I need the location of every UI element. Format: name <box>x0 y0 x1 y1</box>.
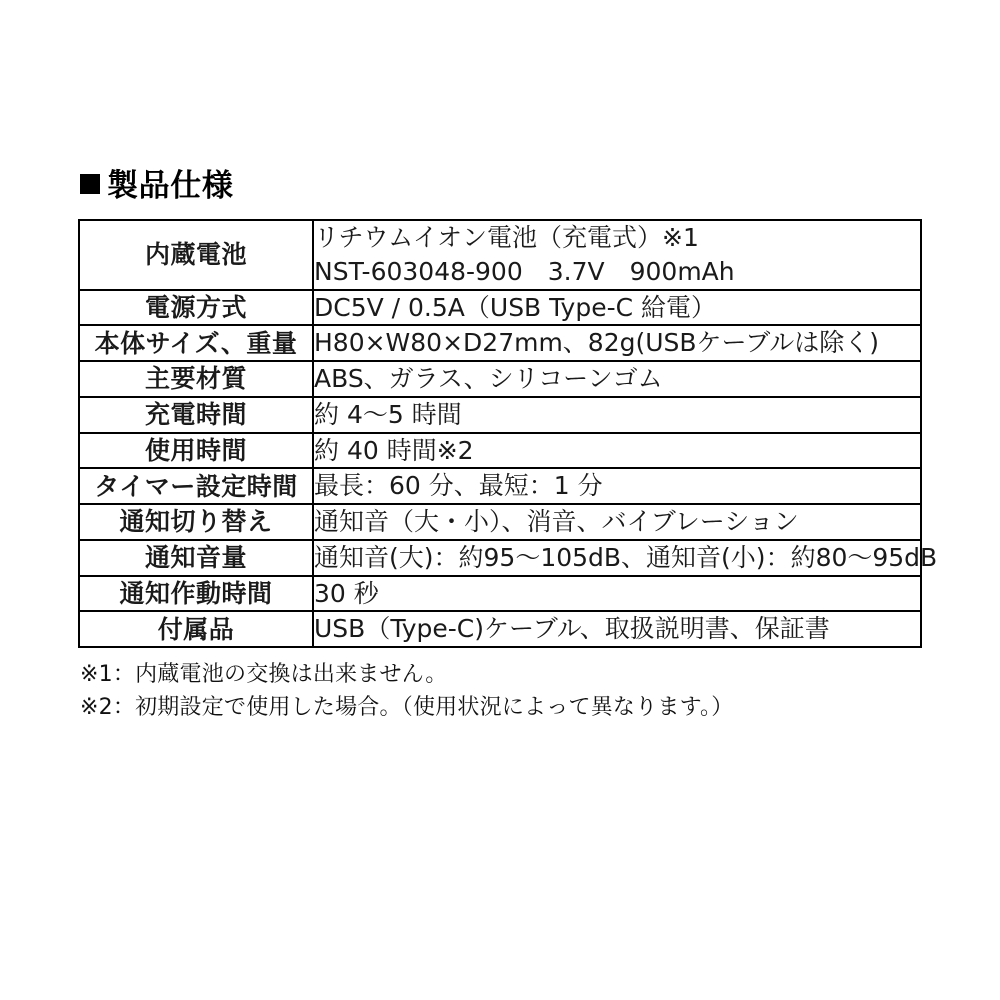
spec-value <box>313 220 921 290</box>
spec-value-line: 約 4〜5 時間 <box>314 399 462 429</box>
table-row <box>79 361 921 397</box>
spec-value <box>313 576 921 612</box>
spec-value-line: ABS、ガラス、シリコーンゴム <box>314 364 663 393</box>
spec-label: 主要材質 <box>79 361 313 397</box>
spec-label: 通知音量 <box>79 540 313 576</box>
table-row <box>79 397 921 433</box>
footnote-item: ※1：内蔵電池の交換は出来ません。 <box>80 662 448 687</box>
table-row <box>79 504 921 540</box>
table-row <box>79 468 921 504</box>
spec-value-line: NST-603048-900 3.7V 900mAh <box>314 256 735 286</box>
table-row <box>79 220 921 290</box>
spec-value <box>313 468 921 504</box>
table-row <box>79 325 921 361</box>
spec-value-line: 通知音(大)：約95〜105dB、通知音(小)：約80〜95dB <box>314 542 938 572</box>
spec-value-line: USB（Type-C)ケーブル、取扱説明書、保証書 <box>314 614 830 644</box>
spec-label: 付属品 <box>79 611 313 647</box>
spec-value <box>313 361 921 397</box>
spec-value-line: H80×W80×D27mm、82g(USBケーブルは除く) <box>314 328 880 358</box>
spec-label: タイマー設定時間 <box>79 468 313 504</box>
table-row <box>79 611 921 647</box>
spec-value <box>313 397 921 433</box>
spec-label: 使用時間 <box>79 433 313 469</box>
spec-value <box>313 504 921 540</box>
table-row <box>79 576 921 612</box>
spec-value-line: 約 40 時間※2 <box>314 435 474 465</box>
spec-value-line: 30 秒 <box>314 578 379 608</box>
spec-value <box>313 611 921 647</box>
page-title-text: 製品仕様 <box>107 168 234 204</box>
black-square-bullet-icon <box>80 174 100 194</box>
table-row <box>79 433 921 469</box>
spec-value-line: 通知音（大・小）、消音、バイブレーション <box>314 507 799 536</box>
product-spec-table <box>78 219 938 648</box>
spec-value <box>313 433 921 469</box>
spec-label: 通知作動時間 <box>79 576 313 612</box>
spec-value <box>313 325 921 361</box>
spec-label: 充電時間 <box>79 397 313 433</box>
spec-label: 通知切り替え <box>79 504 313 540</box>
spec-label: 内蔵電池 <box>79 220 313 290</box>
spec-value-line: リチウムイオン電池（充電式）※1 <box>314 223 699 252</box>
table-row <box>79 290 921 326</box>
footnotes <box>80 658 922 724</box>
spec-value <box>313 290 921 326</box>
page-title <box>80 160 922 205</box>
footnote-item: ※2：初期設定で使用した場合。（使用状況によって異なります。） <box>80 695 734 720</box>
spec-value-line: DC5V / 0.5A（USB Type-C 給電） <box>314 292 717 322</box>
spec-label: 本体サイズ、重量 <box>79 325 313 361</box>
spec-value-line: 最長：60 分、最短：1 分 <box>314 471 603 501</box>
spec-label: 電源方式 <box>79 290 313 326</box>
spec-value <box>313 540 938 576</box>
table-row <box>79 540 921 576</box>
spec-table-body <box>79 220 938 647</box>
